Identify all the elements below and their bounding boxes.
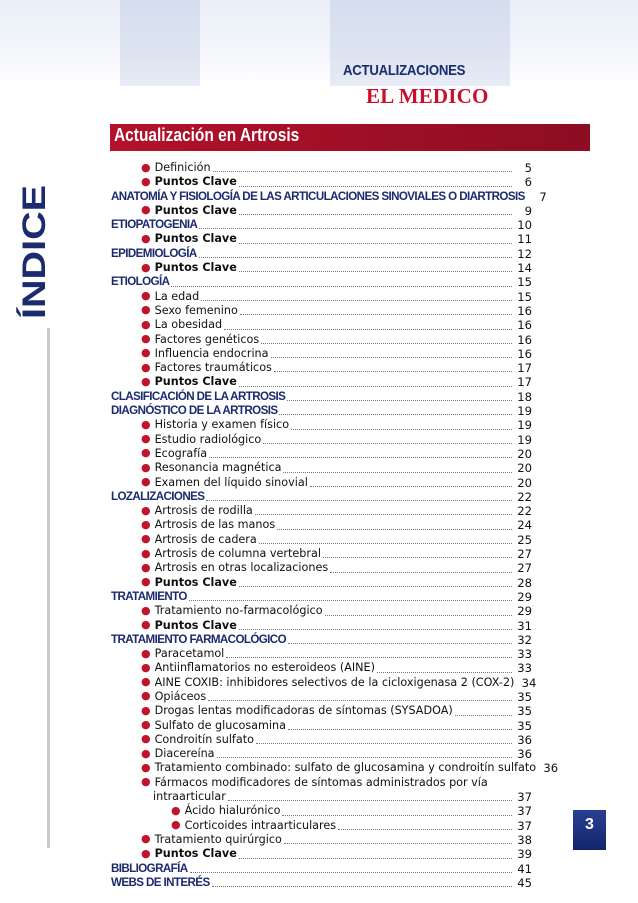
toc-entry[interactable] [111,461,532,475]
toc-entry-label: EPIDEMIOLOGÍA [111,246,197,260]
toc-entry-page: 12 [517,246,532,261]
toc-entry-label: Artrosis de rodilla [154,504,253,518]
toc-entry[interactable] [111,218,532,232]
bullet-icon: ● [141,360,151,374]
toc-entry-label: Puntos Clave [154,375,237,389]
toc-entry-label: Condroitín sulfato [154,732,254,746]
toc-entry[interactable] [111,490,532,504]
toc-entry[interactable] [111,847,532,861]
toc-entry[interactable] [111,747,532,761]
dot-leader [330,571,512,573]
dot-leader [199,227,512,229]
toc-entry-label: Antiinflamatorios no esteroideos (AINE) [154,661,375,675]
dot-leader [239,857,512,859]
bullet-icon: ● [141,646,151,660]
dot-leader [208,699,512,701]
toc-entry[interactable] [111,390,532,404]
toc-entry-page: 35 [517,689,532,704]
bullet-icon: ● [141,675,151,689]
toc-entry[interactable] [111,404,532,418]
toc-entry-page: 31 [517,618,532,633]
toc-entry[interactable] [111,675,537,690]
bullet-icon: ● [141,346,151,360]
toc-entry[interactable] [111,290,532,304]
toc-entry[interactable] [111,661,532,675]
dot-leader [277,528,512,530]
toc-entry-page: 20 [517,475,532,490]
toc-entry[interactable] [111,704,532,718]
bullet-icon: ● [141,532,151,546]
toc-entry-label: Ácido hialurónico [184,804,281,818]
dot-leader [240,313,512,315]
toc-entry-page: 20 [517,461,532,476]
dot-leader [239,185,512,187]
toc-entry-page: 45 [517,875,532,890]
bullet-icon: ● [141,231,151,245]
toc-entry-label: Sulfato de glucosamina [154,718,286,732]
toc-entry[interactable] [111,304,532,318]
toc-entry[interactable] [111,719,532,733]
toc-entry-page: 27 [517,547,532,562]
page-number-badge [573,810,606,850]
dot-leader [171,285,512,287]
table-of-contents [111,160,559,890]
toc-entry-page: 36 [543,761,559,776]
dot-leader [209,456,512,458]
dot-leader [239,270,512,272]
toc-entry-label: TRATAMIENTO [111,589,187,603]
toc-entry-page: 7 [539,189,547,204]
dot-leader [291,428,512,430]
toc-entry-label: Tratamiento quirúrgico [154,832,282,846]
bullet-icon: ● [141,618,151,631]
toc-entry-label: Diacereína [154,747,215,761]
toc-entry-label: Artrosis en otras localizaciones [154,561,329,575]
toc-entry[interactable] [111,318,532,332]
toc-entry-page: 18 [517,389,532,404]
toc-entry-label: LOZALIZACIONES [111,489,205,503]
toc-entry[interactable] [111,232,532,246]
toc-entry[interactable] [111,804,532,818]
toc-entry-label: Influencia endocrina [154,346,269,360]
toc-entry[interactable] [111,690,532,704]
dot-leader [310,485,512,487]
dot-leader [271,356,512,358]
bullet-icon: ● [141,446,151,460]
toc-entry-label: La edad [154,289,200,303]
toc-entry-page: 19 [517,418,532,433]
toc-entry-page: 16 [517,332,532,347]
bullet-icon: ● [171,803,181,817]
toc-entry-label: Puntos Clave [154,232,237,246]
bullet-icon: ● [141,203,151,217]
toc-entry-page: 16 [517,346,532,361]
toc-entry-page: 33 [517,647,532,662]
toc-entry-label: Factores traumáticos [154,361,272,375]
dot-leader [287,399,512,401]
toc-entry[interactable] [111,204,532,218]
brand-actualizaciones: ACTUALIZACIONES [343,62,466,79]
dot-leader [279,413,512,415]
toc-entry-page: 36 [517,747,532,762]
toc-entry-label: Historia y examen físico [154,418,290,432]
bullet-icon: ● [141,332,151,346]
toc-entry-label: Tratamiento combinado: sulfato de glucosamina y condroitín sulfato [154,761,537,775]
toc-entry-page: 16 [517,318,532,333]
toc-entry-page: 11 [517,232,532,247]
toc-entry-page: 5 [524,161,532,175]
toc-entry[interactable] [111,161,532,175]
bullet-icon: ● [141,660,151,674]
dot-leader [377,671,512,673]
toc-entry-label: Examen del líquido sinovial [154,475,308,489]
toc-entry-label: Puntos Clave [154,575,237,589]
toc-entry[interactable] [111,862,532,876]
bullet-icon: ● [141,832,151,846]
toc-entry-label: AINE COXIB: inhibidores selectivos de la cicloxigenasa 2 (COX-2) [154,675,515,689]
toc-entry-page: 38 [517,832,532,847]
bullet-icon: ● [141,846,151,860]
bullet-icon: ● [171,818,181,832]
toc-entry[interactable] [111,189,547,204]
bullet-icon: ● [141,174,151,188]
toc-entry-page: 39 [517,847,532,862]
toc-entry-page: 37 [517,804,532,819]
dot-leader [189,599,512,601]
toc-entry[interactable] [111,819,532,833]
toc-entry-page: 17 [517,375,532,390]
toc-entry[interactable] [111,518,532,532]
toc-entry[interactable] [111,433,532,447]
toc-entry-page: 16 [517,303,532,318]
toc-entry[interactable] [111,833,532,847]
bullet-icon: ● [141,317,151,331]
toc-entry-page: 27 [517,561,532,576]
toc-entry-label: Artrosis de las manos [154,518,276,532]
toc-entry-label: DIAGNÓSTICO DE LA ARTROSIS [111,404,278,418]
toc-entry[interactable] [111,547,532,561]
toc-entry-page: 20 [517,446,532,461]
toc-entry-label: BIBLIOGRAFÍA [111,861,188,875]
toc-entry[interactable] [111,633,532,647]
toc-entry[interactable] [111,175,532,189]
header-band [0,0,638,86]
toc-entry[interactable] [111,561,532,575]
toc-entry-page: 19 [517,432,532,447]
toc-entry-page: 41 [517,861,532,876]
toc-entry-label: Puntos Clave [154,847,237,861]
toc-entry-page: 22 [517,504,532,519]
brand-el-medico: EL MEDICO [366,84,489,108]
dot-leader [282,814,512,816]
toc-entry[interactable] [111,504,532,518]
bullet-icon: ● [141,160,151,174]
toc-entry-label: Ecografía [154,446,208,460]
toc-entry[interactable] [111,647,532,661]
toc-entry[interactable] [111,760,559,776]
toc-entry-label: La obesidad [154,318,223,332]
bullet-icon: ● [141,289,151,303]
dot-leader [206,499,512,501]
toc-entry-label: Puntos Clave [154,261,237,275]
bullet-icon: ● [141,603,151,617]
toc-entry-label: Estudio radiológico [154,432,262,446]
toc-entry-label: ANATOMÍA Y FISIOLOGÍA DE LAS ARTICULACIONES SINOVIALES O DIARTROSIS [111,189,525,203]
bullet-icon: ● [141,703,151,717]
toc-entry[interactable] [111,604,532,618]
toc-entry-label: WEBS DE INTERÉS [111,875,210,889]
dot-leader [284,842,512,844]
toc-entry[interactable] [111,275,532,289]
bullet-icon: ● [141,303,151,317]
toc-entry-label: Corticoides intraarticulares [184,818,337,832]
toc-entry-page: 35 [517,704,532,719]
bullet-icon: ● [141,689,151,703]
toc-entry[interactable] [111,876,532,890]
dot-leader [213,170,512,172]
toc-entry-label: Puntos Clave [154,203,237,217]
toc-entry[interactable] [111,361,532,375]
toc-entry-page: 22 [517,489,532,504]
bullet-icon: ● [141,732,151,746]
toc-entry-label: Definición [154,161,211,174]
toc-entry[interactable] [111,347,532,361]
toc-entry-page: 9 [524,203,532,218]
toc-entry-label: intraarticular [153,790,226,804]
toc-entry[interactable] [111,776,532,790]
dot-leader [239,585,512,587]
dot-leader [255,513,512,515]
toc-entry-label: Artrosis de cadera [154,532,257,546]
toc-entry-page: 10 [517,218,532,233]
dot-leader [239,628,512,630]
toc-entry-label: Artrosis de columna vertebral [154,547,321,561]
toc-entry[interactable] [111,590,532,604]
dot-leader [288,728,512,730]
dot-leader [226,656,512,658]
toc-entry-page: 37 [517,790,532,805]
side-title-text: ÍNDICE [16,210,52,319]
toc-entry[interactable] [111,447,532,461]
bullet-icon: ● [141,775,151,789]
dot-leader [239,385,512,387]
toc-entry-page: 34 [521,675,537,690]
toc-entry-label: Drogas lentas modificadoras de síntomas (SYSADOA) [154,704,453,718]
dot-leader [259,542,512,544]
dot-leader [201,299,512,301]
toc-entry-page: 17 [517,361,532,376]
dot-leader [323,556,512,558]
dot-leader [228,799,512,801]
dot-leader [283,471,512,473]
toc-entry-page: 36 [517,732,532,747]
bullet-icon: ● [141,746,151,760]
toc-entry-label: Tratamiento no-farmacológico [154,604,323,618]
bullet-icon: ● [141,475,151,489]
bullet-icon: ● [141,374,151,388]
toc-entry[interactable] [111,576,532,590]
bullet-icon: ● [141,417,151,431]
dot-leader [263,442,512,444]
dot-leader [199,256,512,258]
toc-entry-label: Paracetamol [154,647,225,661]
toc-entry[interactable] [111,733,532,747]
dot-leader [274,370,512,372]
toc-entry[interactable] [111,790,532,804]
toc-entry[interactable] [111,333,532,347]
toc-entry-page: 19 [517,404,532,419]
toc-entry[interactable] [111,247,532,261]
dot-leader [256,742,512,744]
bullet-icon: ● [141,517,151,531]
bullet-icon: ● [141,718,151,732]
toc-entry-page: 15 [517,289,532,304]
bullet-icon: ● [141,260,151,274]
toc-entry-label: Puntos Clave [154,175,237,189]
dot-leader [455,714,512,716]
dot-leader [325,614,512,616]
side-title [12,183,54,323]
toc-entry-label: ETIOLOGÍA [111,275,170,289]
side-rule [44,328,54,848]
toc-entry[interactable] [111,476,532,490]
toc-entry[interactable] [111,619,532,633]
bullet-icon: ● [141,432,151,446]
toc-entry-label: Sexo femenino [154,303,238,317]
bullet-icon: ● [141,560,151,574]
toc-entry-label: Resonancia magnética [154,461,282,475]
bullet-icon: ● [141,460,151,474]
toc-entry-page: 14 [517,261,532,276]
toc-entry-page: 29 [517,589,532,604]
toc-entry[interactable] [111,533,532,547]
header-stripe [120,0,200,86]
toc-entry-page: 37 [517,818,532,833]
toc-entry-label: Opiáceos [154,689,207,703]
toc-entry-label: Fármacos modificadores de síntomas administrados por vía [154,775,488,789]
bullet-icon: ● [141,575,151,589]
toc-entry-page: 33 [517,661,532,676]
toc-entry[interactable] [111,261,532,275]
toc-entry-page: 6 [524,175,532,190]
toc-entry-page: 35 [517,718,532,733]
dot-leader [212,885,512,887]
toc-entry-page: 28 [517,575,532,590]
toc-entry-label: Factores genéticos [154,332,260,346]
toc-entry-label: TRATAMIENTO FARMACOLÓGICO [111,632,286,646]
dot-leader [239,242,512,244]
toc-entry-label: CLASIFICACIÓN DE LA ARTROSIS [111,389,286,403]
bullet-icon: ● [141,760,151,774]
dot-leader [224,328,512,330]
dot-leader [217,756,512,758]
dot-leader [239,213,512,215]
dot-leader [190,871,512,873]
dot-leader [261,342,512,344]
page-number: 3 [585,816,594,833]
toc-entry-page: 32 [517,632,532,647]
toc-entry[interactable] [111,375,532,389]
toc-entry-label: ETIOPATOGENIA [111,218,198,232]
dot-leader [338,828,512,830]
toc-entry-page: 29 [517,604,532,619]
bullet-icon: ● [141,546,151,560]
dot-leader [288,642,512,644]
toc-entry-page: 15 [517,275,532,290]
toc-entry-page: 25 [517,532,532,547]
bullet-icon: ● [141,503,151,517]
toc-entry-page: 24 [517,518,532,533]
section-title: Actualización en Artrosis [114,125,300,145]
toc-entry-label: Puntos Clave [154,618,237,632]
toc-entry[interactable] [111,418,532,432]
